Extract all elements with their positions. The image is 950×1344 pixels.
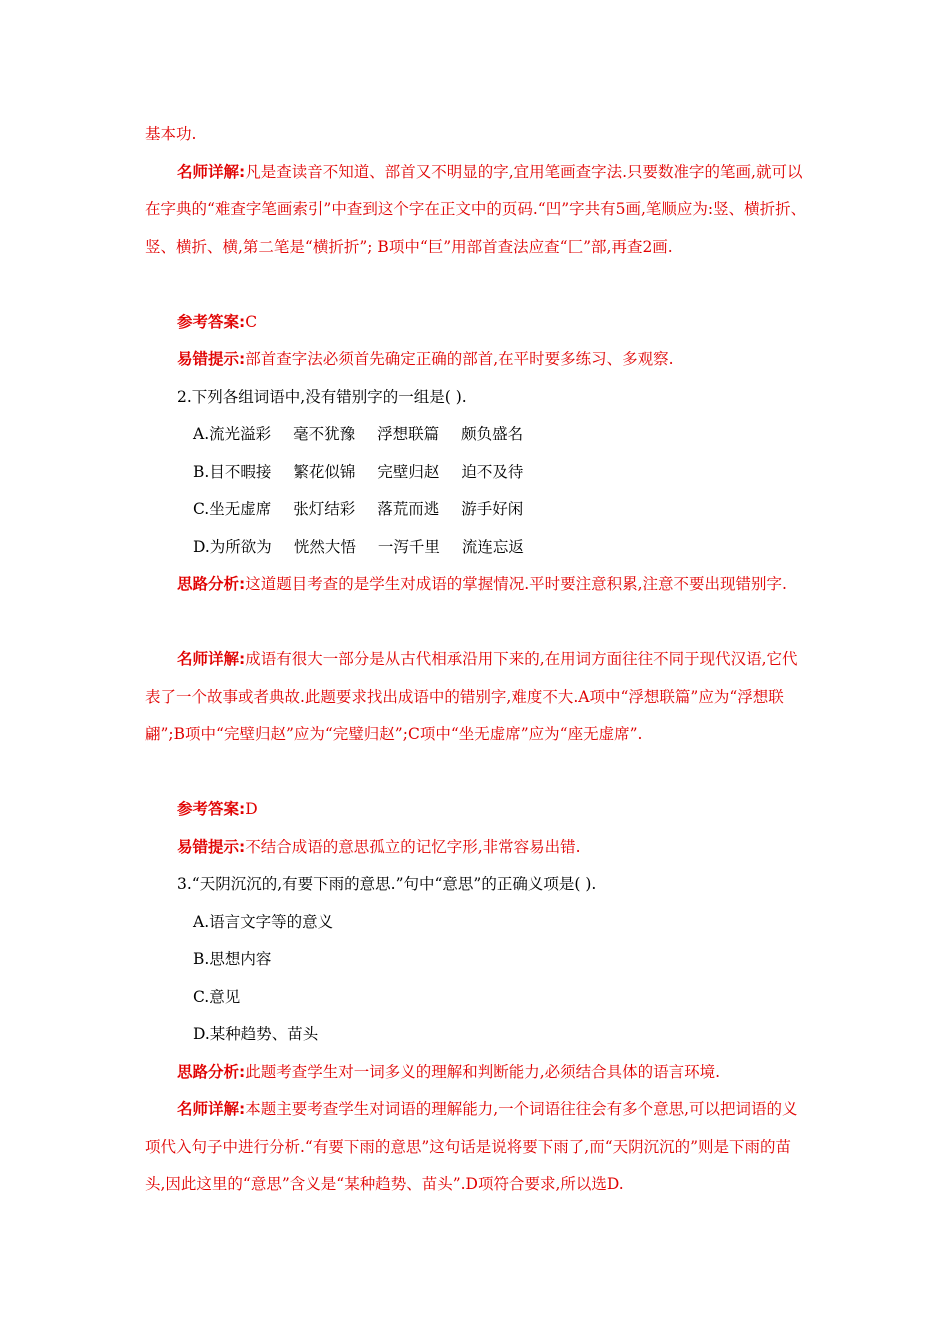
label: 参考答案: (177, 312, 246, 331)
tip-text: 部首查字法必须首先确定正确的部首,在平时要多练习、多观察. (245, 350, 674, 368)
teacher-explanation-1 (145, 154, 810, 267)
q2-option-b (193, 454, 810, 492)
option-word: 完壁归赵 (377, 462, 440, 481)
option-word: 浮想联篇 (377, 425, 440, 443)
teacher-explanation-2 (145, 641, 810, 754)
q3-option-c: C.意见 (193, 987, 241, 1006)
option-word: 游手好闲 (461, 500, 524, 518)
explanation-text: 本题主要考查学生对词语的理解能力,一个词语往往会有多个意思,可以把词语的义项代入句子中进行分析.“有要下雨的意思”这句话是说将要下雨了,而“天阴沉沉的”则是下雨的苗头,因此这里的“意思”含义是“某种趋势、苗头”.D项符合要求,所以选D. (145, 1100, 798, 1193)
label: 易错提示: (177, 350, 246, 368)
option-word: A.流光溢彩 (193, 425, 272, 443)
analysis-3 (145, 1054, 810, 1092)
question-2: 2.下列各组词语中,没有错别字的一组是( ). (177, 387, 467, 406)
label: 名师详解: (177, 650, 246, 668)
q3-option-b: B.思想内容 (193, 950, 272, 968)
label: 思路分析: (177, 575, 246, 593)
reference-answer-1 (145, 304, 810, 342)
option-word: 繁花似锦 (293, 462, 356, 481)
q2-option-a (193, 416, 810, 454)
option-word: 落荒而逃 (377, 500, 440, 518)
label: 易错提示: (177, 837, 246, 856)
q3-option-a: A.语言文字等的意义 (193, 912, 334, 931)
analysis-text: 这道题目考查的是学生对成语的掌握情况.平时要注意积累,注意不要出现错别字. (245, 575, 787, 593)
option-word: B.目不暇接 (193, 462, 272, 481)
explanation-text: 成语有很大一部分是从古代相承沿用下来的,在用词方面往往不同于现代汉语,它代表了一个故事或者典故.此题要求找出成语中的错别字,难度不大.A项中“浮想联篇”应为“浮想联翩”;B项中“完壁归赵”应为“完璧归赵”;C项中“坐无虚席”应为“座无虚席”. (145, 650, 798, 743)
option-word: 一泻千里 (377, 537, 440, 556)
tip-text: 不结合成语的意思孤立的记忆字形,非常容易出错. (245, 837, 581, 856)
option-word: 迫不及待 (461, 462, 524, 481)
option-word: 毫不犹豫 (293, 425, 356, 443)
error-tip-2 (145, 829, 810, 867)
q2-option-d (193, 529, 810, 567)
option-word: C.坐无虚席 (193, 500, 272, 518)
answer-text: D (245, 800, 258, 818)
reference-answer-2 (145, 791, 810, 829)
q3-option-d: D.某种趋势、苗头 (193, 1025, 319, 1043)
label: 名师详解: (177, 162, 246, 181)
analysis-2 (145, 566, 810, 604)
option-word: 恍然大悟 (293, 537, 356, 556)
option-word: 颇负盛名 (461, 425, 524, 443)
option-word: D.为所欲为 (193, 537, 272, 556)
q2-option-c (193, 491, 810, 529)
option-word: 流连忘返 (461, 537, 524, 556)
label: 参考答案: (177, 800, 246, 818)
question-3: 3.“天阴沉沉的,有要下雨的意思.”句中“意思”的正确义项是( ). (177, 875, 597, 893)
error-tip-1 (145, 341, 810, 379)
answer-text: C (245, 312, 258, 331)
explanation-text: 凡是查读音不知道、部首又不明显的字,宜用笔画查字法.只要数准字的笔画,就可以在字典的“难查字笔画索引”中查到这个字在正文中的页码.“凹”字共有5画,笔顺应为:竖、横折折、竖、横折、横,第二笔是“横折折”; B项中“巨”用部首查法应查“匚”部,再查2画. (145, 162, 807, 256)
analysis-text: 此题考查学生对一词多义的理解和判断能力,必须结合具体的语言环境. (245, 1062, 721, 1081)
label: 思路分析: (177, 1062, 246, 1081)
line-continuation: 基本功. (145, 125, 197, 143)
label: 名师详解: (177, 1100, 246, 1118)
option-word: 张灯结彩 (293, 500, 356, 518)
teacher-explanation-3 (145, 1091, 810, 1204)
